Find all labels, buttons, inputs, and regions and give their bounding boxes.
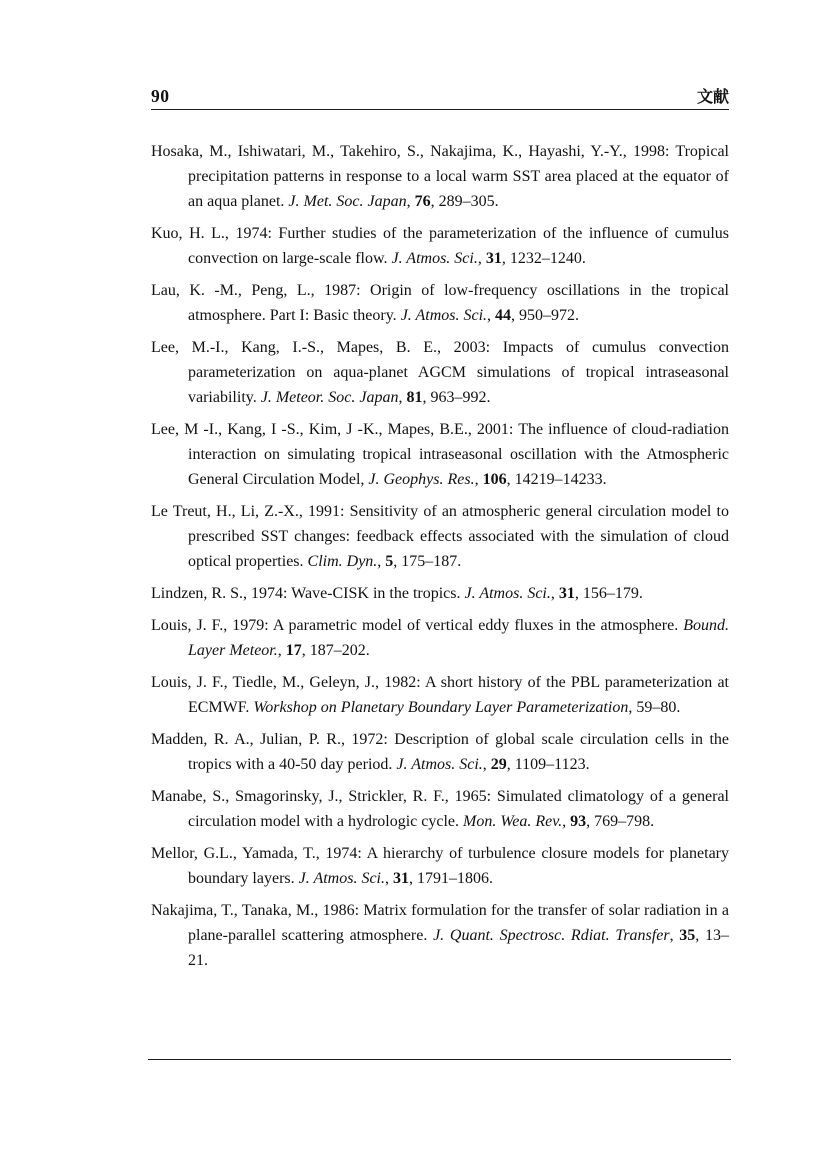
journal-name: J. Met. Soc. Japan bbox=[288, 193, 407, 210]
reference-text: , bbox=[562, 813, 571, 830]
volume-number: 17 bbox=[285, 642, 302, 659]
reference-text: Le Treut, H., Li, Z.-X., 1991: Sensitivity of an atmospheric general circulation model to prescribed SST changes: feedback effects associated with the simulation of cloud optical properties. bbox=[151, 503, 729, 570]
volume-number: 31 bbox=[393, 870, 409, 887]
reference-text: , bbox=[377, 553, 386, 570]
header-rule bbox=[151, 109, 729, 110]
reference-text: Nakajima, T., Tanaka, M., 1986: Matrix formulation for the transfer of solar radiation in a plane-parallel scattering atmosphere. bbox=[151, 902, 729, 944]
volume-number: 29 bbox=[490, 756, 507, 773]
reference-text: , 950–972. bbox=[511, 307, 580, 324]
reference-entry bbox=[151, 335, 729, 410]
reference-entry bbox=[151, 278, 729, 328]
volume-number: 106 bbox=[482, 471, 507, 488]
journal-name: Bound. Layer Meteor. bbox=[188, 617, 729, 659]
reference-text: , 187–202. bbox=[301, 642, 370, 659]
page-header bbox=[151, 84, 729, 108]
journal-name: J. Atmos. Sci. bbox=[400, 307, 488, 324]
journal-name: J. Quant. Spectrosc. Rdiat. Transfer bbox=[433, 927, 670, 944]
reference-text: Lee, M.-I., Kang, I.-S., Mapes, B. E., 2003: Impacts of cumulus convection parameterization on aqua-planet AGCM simulations of tropical intraseasonal variability. bbox=[151, 339, 729, 406]
reference-entry bbox=[151, 898, 729, 973]
reference-text: , 175–187. bbox=[393, 553, 462, 570]
reference-text: Madden, R. A., Julian, P. R., 1972: Description of global scale circulation cells in the tropics with a 40-50 day period. bbox=[151, 731, 729, 773]
reference-text: , bbox=[385, 870, 393, 887]
reference-text: Manabe, S., Smagorinsky, J., Strickler, R. F., 1965: Simulated climatology of a general circulation model with a hydrologic cycle. bbox=[151, 788, 729, 830]
volume-number: 93 bbox=[570, 813, 587, 830]
reference-text: , bbox=[277, 642, 286, 659]
reference-text: , 59–80. bbox=[628, 699, 681, 716]
reference-text: , bbox=[550, 585, 559, 602]
reference-text: , 13–21. bbox=[188, 927, 730, 969]
reference-text: , bbox=[474, 471, 483, 488]
reference-text: , 1232–1240. bbox=[501, 250, 586, 267]
reference-text: , 156–179. bbox=[574, 585, 643, 602]
reference-text: , bbox=[477, 250, 486, 267]
reference-entry bbox=[151, 727, 729, 777]
volume-number: 5 bbox=[385, 553, 394, 570]
reference-entry bbox=[151, 613, 729, 663]
journal-name: J. Meteor. Soc. Japan bbox=[260, 389, 399, 406]
journal-name: Workshop on Planetary Boundary Layer Parameterization bbox=[253, 699, 629, 716]
reference-text: , bbox=[669, 927, 680, 944]
reference-entry bbox=[151, 139, 729, 214]
journal-name: J. Geophys. Res. bbox=[368, 471, 475, 488]
references-list bbox=[151, 139, 729, 980]
volume-number: 31 bbox=[558, 585, 575, 602]
journal-name: J. Atmos. Sci. bbox=[298, 870, 385, 887]
reference-entry bbox=[151, 417, 729, 492]
journal-name: Clim. Dyn. bbox=[307, 553, 378, 570]
reference-text: , 14219–14233. bbox=[506, 471, 607, 488]
header-section-title: 文献 bbox=[696, 89, 729, 106]
reference-entry bbox=[151, 784, 729, 834]
journal-name: J. Atmos. Sci. bbox=[396, 756, 483, 773]
reference-entry bbox=[151, 499, 729, 574]
reference-text: , bbox=[406, 193, 415, 210]
reference-text: Lindzen, R. S., 1974: Wave-CISK in the tropics. bbox=[151, 585, 465, 602]
footer-rule bbox=[148, 1059, 731, 1060]
volume-number: 76 bbox=[414, 193, 431, 210]
reference-text: Lau, K. -M., Peng, L., 1987: Origin of low-frequency oscillations in the tropical atmosphere. Part I: Basic theory. bbox=[151, 282, 729, 324]
reference-text: Lee, M -I., Kang, I -S., Kim, J -K., Mapes, B.E., 2001: The influence of cloud-radiation interaction on simulating tropical intraseasonal oscillation with the Atmospheric General Circulation Model, bbox=[151, 421, 729, 488]
volume-number: 44 bbox=[495, 307, 512, 324]
reference-entry bbox=[151, 221, 729, 271]
reference-entry bbox=[151, 581, 729, 606]
volume-number: 31 bbox=[485, 250, 502, 267]
reference-text: , 289–305. bbox=[430, 193, 499, 210]
reference-text: , bbox=[398, 389, 407, 406]
reference-text: Hosaka, M., Ishiwatari, M., Takehiro, S., Nakajima, K., Hayashi, Y.-Y., 1998: Tropical precipitation patterns in response to a local warm SST area placed at the equator of an aqua planet. bbox=[151, 143, 729, 210]
reference-text: , bbox=[482, 756, 491, 773]
reference-entry bbox=[151, 841, 729, 891]
reference-text: , 1791–1806. bbox=[409, 870, 493, 887]
journal-name: J. Atmos. Sci. bbox=[391, 250, 478, 267]
journal-name: Mon. Wea. Rev. bbox=[463, 813, 563, 830]
reference-text: Mellor, G.L., Yamada, T., 1974: A hierarchy of turbulence closure models for planetary boundary layers. bbox=[151, 845, 729, 887]
reference-text: , bbox=[487, 307, 496, 324]
reference-text: , 769–798. bbox=[586, 813, 655, 830]
volume-number: 35 bbox=[679, 927, 696, 944]
reference-text: Louis, J. F., 1979: A parametric model of vertical eddy fluxes in the atmosphere. bbox=[151, 617, 684, 634]
reference-entry bbox=[151, 670, 729, 720]
reference-text: , 963–992. bbox=[422, 389, 491, 406]
volume-number: 81 bbox=[406, 389, 423, 406]
page-number: 90 bbox=[151, 86, 170, 106]
journal-name: J. Atmos. Sci. bbox=[464, 585, 551, 602]
reference-text: , 1109–1123. bbox=[506, 756, 590, 773]
reference-text: Kuo, H. L., 1974: Further studies of the parameterization of the influence of cumulus convection on large-scale flow. bbox=[151, 225, 729, 267]
reference-text: Louis, J. F., Tiedle, M., Geleyn, J., 1982: A short history of the PBL parameterization at ECMWF. bbox=[151, 674, 729, 716]
